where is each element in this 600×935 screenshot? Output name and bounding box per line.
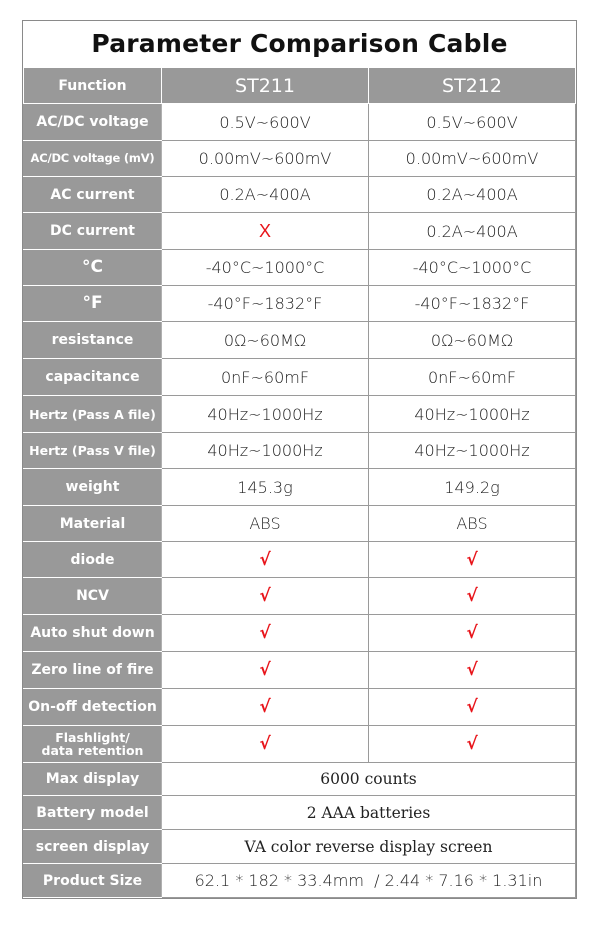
table-row <box>24 396 576 433</box>
st212-value <box>369 615 576 652</box>
table-row <box>24 141 576 177</box>
st212-value <box>369 652 576 689</box>
row-label-line1: Flashlight/ <box>55 730 130 745</box>
table-row <box>24 615 576 652</box>
row-label: Product Size <box>24 864 162 898</box>
table-row <box>24 796 576 830</box>
st212-value: 0.2A~400A <box>369 213 576 250</box>
st212-value: 40Hz~1000Hz <box>369 433 576 469</box>
st211-value: 0.5V~600V <box>162 104 369 141</box>
row-label: NCV <box>24 578 162 615</box>
st211-value: -40°C~1000°C <box>162 250 369 286</box>
st211-value <box>162 689 369 726</box>
row-label: resistance <box>24 322 162 359</box>
header-function: Function <box>24 68 162 104</box>
st211-value: 145.3g <box>162 469 369 506</box>
table-row <box>24 542 576 578</box>
table-row <box>24 763 576 796</box>
st212-value <box>369 578 576 615</box>
st211-value: -40°F~1832°F <box>162 286 369 322</box>
st211-value <box>162 652 369 689</box>
st212-value: 0Ω~60MΩ <box>369 322 576 359</box>
check-mark-icon: √ <box>259 697 271 717</box>
shared-value: 62.1 * 182 * 33.4mm / 2.44 * 7.16 * 1.31in <box>162 864 576 898</box>
row-label: AC current <box>24 177 162 213</box>
table-row <box>24 578 576 615</box>
check-mark-icon: √ <box>259 549 271 570</box>
header-model-st211: ST211 <box>162 68 369 104</box>
st212-value <box>369 726 576 763</box>
st212-value: 149.2g <box>369 469 576 506</box>
comparison-sheet <box>22 20 577 899</box>
check-mark-icon: √ <box>259 623 271 643</box>
check-mark-icon: √ <box>466 549 478 570</box>
table-row <box>24 689 576 726</box>
header-model-st212: ST212 <box>369 68 576 104</box>
check-mark-icon: √ <box>259 586 271 606</box>
row-label: °F <box>24 286 162 322</box>
st211-value: 0.2A~400A <box>162 177 369 213</box>
st212-value <box>369 689 576 726</box>
row-label: screen display <box>24 830 162 864</box>
row-label: Auto shut down <box>24 615 162 652</box>
table-row <box>24 359 576 396</box>
row-label: °C <box>24 250 162 286</box>
st211-value <box>162 578 369 615</box>
st211-value: 0.00mV~600mV <box>162 141 369 177</box>
st212-value: 0.5V~600V <box>369 104 576 141</box>
table-row <box>24 652 576 689</box>
table-row <box>24 286 576 322</box>
st211-value: 0nF~60mF <box>162 359 369 396</box>
table-row <box>24 506 576 542</box>
row-label: On-off detection <box>24 689 162 726</box>
row-label: AC/DC voltage (mV) <box>24 141 162 177</box>
table-header-row <box>24 68 576 104</box>
st212-value: -40°F~1832°F <box>369 286 576 322</box>
table-row <box>24 322 576 359</box>
check-mark-icon: √ <box>466 734 478 754</box>
comparison-table <box>23 67 576 898</box>
row-label: Hertz (Pass V file) <box>24 433 162 469</box>
st212-value: -40°C~1000°C <box>369 250 576 286</box>
table-row <box>24 433 576 469</box>
row-label: Material <box>24 506 162 542</box>
st212-value: 0.2A~400A <box>369 177 576 213</box>
row-label: DC current <box>24 213 162 250</box>
st212-value: 0.00mV~600mV <box>369 141 576 177</box>
table-row <box>24 864 576 898</box>
table-row <box>24 469 576 506</box>
st212-value <box>369 542 576 578</box>
table-row <box>24 250 576 286</box>
st211-value: 40Hz~1000Hz <box>162 396 369 433</box>
st211-value <box>162 542 369 578</box>
check-mark-icon: √ <box>466 660 478 680</box>
table-row <box>24 177 576 213</box>
check-mark-icon: √ <box>466 623 478 643</box>
row-label: capacitance <box>24 359 162 396</box>
check-mark-icon: √ <box>466 697 478 717</box>
st211-value <box>162 726 369 763</box>
st212-value: 0nF~60mF <box>369 359 576 396</box>
row-label <box>24 726 162 763</box>
table-row <box>24 104 576 141</box>
row-label: weight <box>24 469 162 506</box>
st211-value: 0Ω~60MΩ <box>162 322 369 359</box>
st211-value <box>162 213 369 250</box>
shared-value: VA color reverse display screen <box>162 830 576 864</box>
check-mark-icon: √ <box>259 660 271 680</box>
table-row <box>24 213 576 250</box>
row-label-line2: data retention <box>41 743 144 758</box>
not-supported-cross: X <box>258 220 271 241</box>
row-label: Hertz (Pass A file) <box>24 396 162 433</box>
row-label: AC/DC voltage <box>24 104 162 141</box>
check-mark-icon: √ <box>466 586 478 606</box>
row-label: Zero line of fire <box>24 652 162 689</box>
st211-value: ABS <box>162 506 369 542</box>
st211-value <box>162 615 369 652</box>
shared-value: 6000 counts <box>162 763 576 796</box>
shared-value: 2 AAA batteries <box>162 796 576 830</box>
row-label: Battery model <box>24 796 162 830</box>
st212-value: 40Hz~1000Hz <box>369 396 576 433</box>
row-label: Max display <box>24 763 162 796</box>
page-title: Parameter Comparison Cable <box>91 29 508 58</box>
check-mark-icon: √ <box>259 734 271 754</box>
row-label: diode <box>24 542 162 578</box>
st212-value: ABS <box>369 506 576 542</box>
table-row <box>24 726 576 763</box>
table-row <box>24 830 576 864</box>
st211-value: 40Hz~1000Hz <box>162 433 369 469</box>
